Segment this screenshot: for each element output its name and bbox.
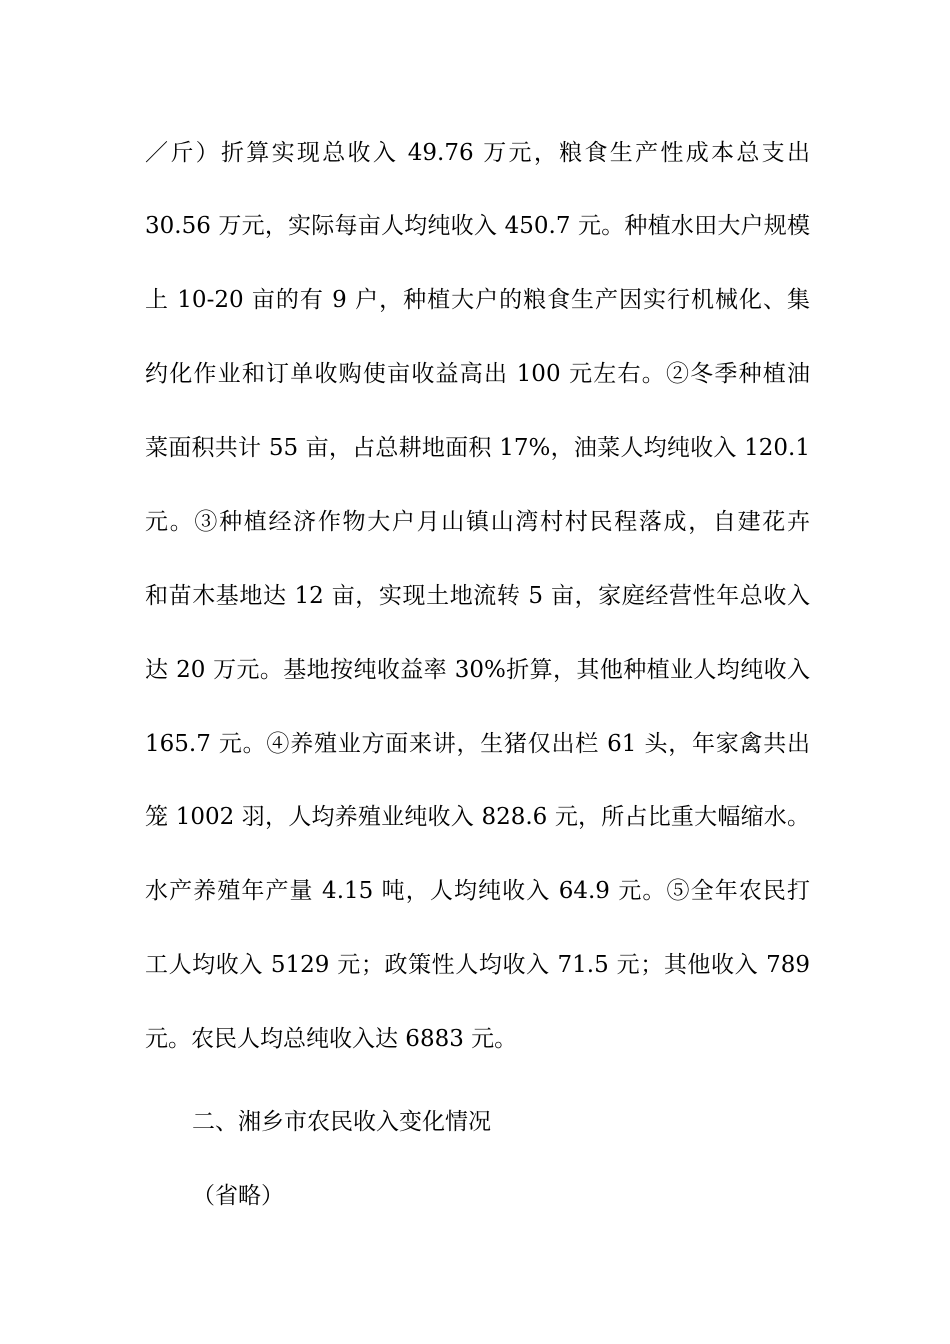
paragraph-line-3: 上 10-20 亩的有 9 户，种植大户的粮食生产因实行机械化、集: [145, 287, 810, 313]
omitted-note: （省略）: [192, 1183, 284, 1209]
paragraph-line-6: 元。③种植经济作物大户月山镇山湾村村民程落成，自建花卉: [145, 509, 810, 535]
paragraph-line-5: 菜面积共计 55 亩，占总耕地面积 17%，油菜人均纯收入 120.1: [145, 435, 810, 461]
paragraph-line-11: 水产养殖年产量 4.15 吨，人均纯收入 64.9 元。⑤全年农民打: [145, 878, 810, 904]
paragraph-line-1: ／斤）折算实现总收入 49.76 万元，粮食生产性成本总支出: [145, 140, 810, 166]
paragraph-line-4: 约化作业和订单收购使亩收益高出 100 元左右。②冬季种植油: [145, 361, 810, 387]
paragraph-line-8: 达 20 万元。基地按纯收益率 30%折算，其他种植业人均纯收入: [145, 657, 810, 683]
section-heading: 二、湘乡市农民收入变化情况: [192, 1109, 491, 1135]
paragraph-line-13: 元。农民人均总纯收入达 6883 元。: [145, 1026, 518, 1052]
paragraph-line-2: 30.56 万元，实际每亩人均纯收入 450.7 元。种植水田大户规模: [145, 213, 810, 239]
paragraph-line-9: 165.7 元。④养殖业方面来讲，生猪仅出栏 61 头，年家禽共出: [145, 731, 810, 757]
paragraph-line-7: 和苗木基地达 12 亩，实现土地流转 5 亩，家庭经营性年总收入: [145, 583, 810, 609]
paragraph-line-10: 笼 1002 羽，人均养殖业纯收入 828.6 元，所占比重大幅缩水。: [145, 804, 810, 830]
paragraph-line-12: 工人均收入 5129 元；政策性人均收入 71.5 元；其他收入 789: [145, 952, 810, 978]
